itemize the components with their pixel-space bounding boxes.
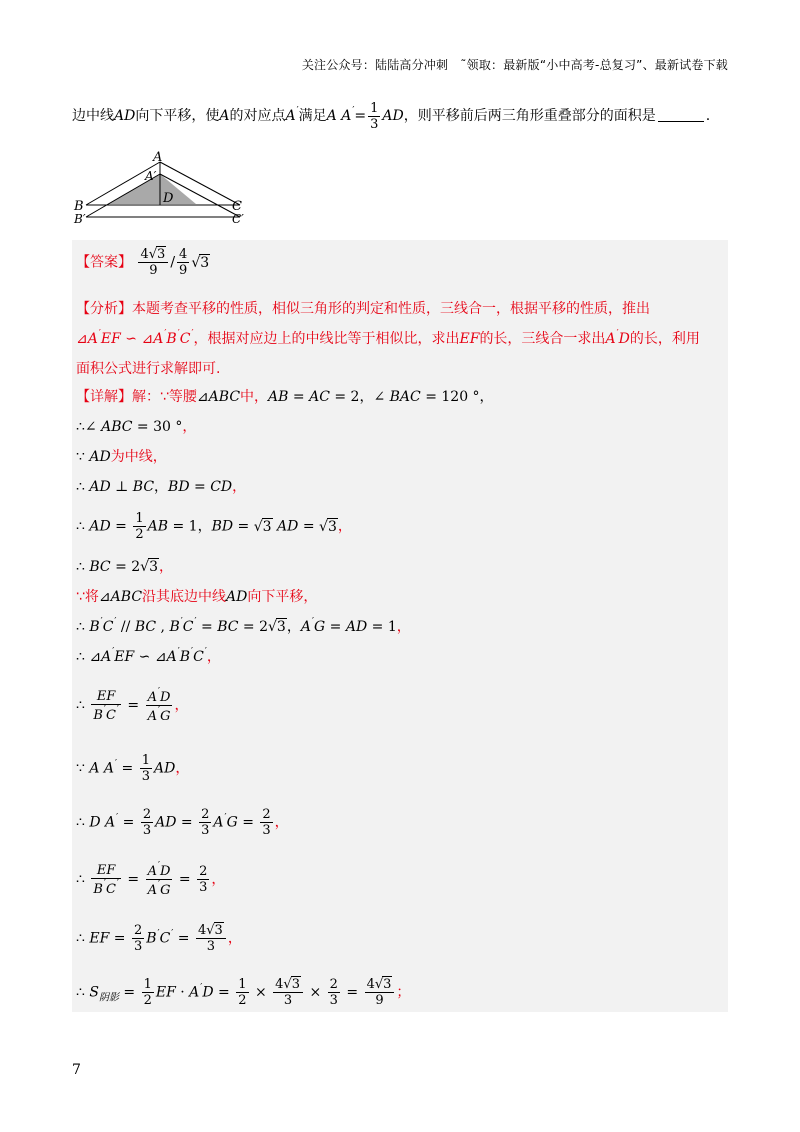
answer-line: 【答案】 $\frac{4√3}{9}$ / $\frac{4}{9}$ √3 [76, 247, 210, 278]
solution-box [72, 240, 728, 1012]
answer-blank [658, 107, 704, 122]
step-median: ∵ AD为中线， [76, 449, 167, 465]
page-header: 关注公众号：陆陆高分冲刺 ˜领取：最新版“小中高考-总复习”、最新试卷下载 [301, 58, 728, 72]
label-c: C [232, 199, 242, 214]
step-given: ∵ A A′ = $\frac{1}{3}$ AD， [76, 753, 190, 784]
step-ratio: ∴ $\frac{EF}{B'C'}$ = $\frac{A'D}{A'G}$ ， [76, 687, 189, 724]
analysis-line-1: 【分析】本题考查平移的性质，相似三角形的判定和性质，三线合一，根据平移的性质，推出 [76, 301, 650, 317]
label-a: A [153, 150, 163, 165]
label-c-prime: C′ [232, 212, 244, 226]
step-bc: ∴ BC = 2√3， [76, 559, 174, 575]
step-perpendicular: ∴ AD ⊥ BC，BD = CD， [76, 479, 247, 495]
step-similar: ∴ ⊿A′EF ∽ ⊿A′B′C′， [76, 647, 221, 665]
label-d: D [163, 191, 174, 206]
label-a-prime: A′ [145, 169, 157, 183]
step-ratio-value: ∴ $\frac{EF}{B'C'}$ = $\frac{A'D}{A'G}$ = $\frac{2}{3}$ ， [76, 861, 226, 898]
label-b: B [74, 199, 84, 214]
step-translate: ∵将⊿ABC沿其底边中线AD向下平移， [76, 589, 318, 605]
step-parallel: ∴ B′C′ // BC , B′C′ = BC = 2√3，A′G = AD = 1， [76, 617, 411, 635]
triangle-figure [72, 150, 272, 235]
analysis-line-2: ⊿A′EF ∽ ⊿A′B′C′，根据对应边上的中线比等于相似比，求出EF的长，三线合一求出A′D的长，利用 [76, 329, 700, 347]
question-text: 边中线AD向下平移，使A的对应点A′满足A A′= $\frac{1}{3}$ AD，则平移前后两三角形重叠部分的面积是 . [72, 100, 711, 132]
detail-line-1: 【详解】解：∵等腰⊿ABC中，AB = AC = 2，∠ BAC = 120 °， [76, 389, 494, 405]
step-angle: ∴∠ ABC = 30 °， [76, 419, 197, 435]
page-number: 7 [72, 1062, 81, 1078]
step-ad-bd: ∴ AD = $\frac{1}{2}$ AB = 1，BD = √3 AD = √3， [76, 511, 352, 542]
step-ef: ∴ EF = $\frac{2}{3}$ B′C′ = $\frac{4√3}{3}$ ， [76, 923, 242, 954]
step-area: ∴ $S_{阴影}$ = $\frac{1}{2}$ EF · A′D = $\frac{1}{2}$ × $\frac{4√3}{3}$ × $\frac{2}{3}$ = $\frac{4√3}{9}$ ； [76, 977, 411, 1008]
label-b-prime: B′ [74, 212, 86, 226]
step-da: ∴ D A′ = $\frac{2}{3}$ AD = $\frac{2}{3}$ A′G = $\frac{2}{3}$ ， [76, 807, 289, 838]
analysis-line-3: 面积公式进行求解即可. [76, 361, 221, 377]
